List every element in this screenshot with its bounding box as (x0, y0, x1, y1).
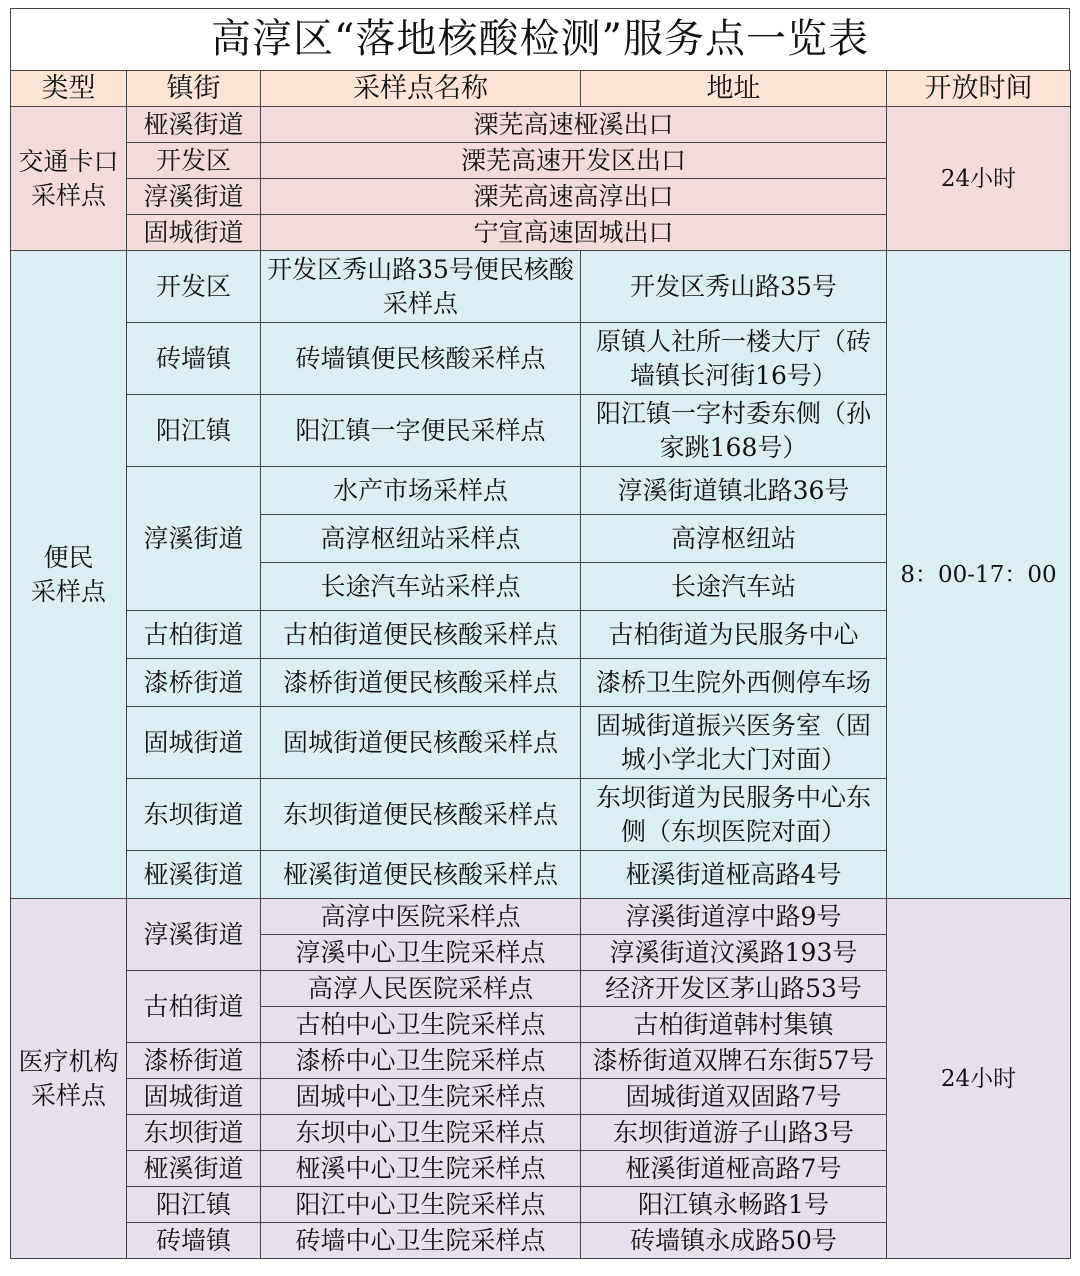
town-cell: 桠溪街道 (127, 1151, 261, 1187)
site-name-cell: 古柏街道便民核酸采样点 (261, 611, 581, 659)
address-cell: 淳溪街道镇北路36号 (581, 467, 887, 515)
site-name-cell: 高淳人民医院采样点 (261, 971, 581, 1007)
address-cell: 桠溪街道桠高路7号 (581, 1151, 887, 1187)
town-cell: 淳溪街道 (127, 467, 261, 611)
address-cell: 经济开发区茅山路53号 (581, 971, 887, 1007)
address-cell: 原镇人社所一楼大厅（砖墙镇长河街16号） (581, 323, 887, 395)
town-cell: 固城街道 (127, 215, 261, 251)
site-name-cell: 开发区秀山路35号便民核酸采样点 (261, 251, 581, 323)
site-name-cell: 砖墙镇便民核酸采样点 (261, 323, 581, 395)
header-address: 地址 (581, 71, 887, 107)
town-cell: 古柏街道 (127, 611, 261, 659)
open-time-cell: 24小时 (887, 107, 1071, 251)
site-name-cell: 阳江镇一字便民采样点 (261, 395, 581, 467)
town-cell: 砖墙镇 (127, 323, 261, 395)
town-cell: 阳江镇 (127, 395, 261, 467)
town-cell: 淳溪街道 (127, 899, 261, 971)
site-name-cell: 高淳中医院采样点 (261, 899, 581, 935)
address-cell: 高淳枢纽站 (581, 515, 887, 563)
header-type: 类型 (11, 71, 127, 107)
document (10, 8, 1070, 1259)
address-cell: 淳溪街道淳中路9号 (581, 899, 887, 935)
type-cell (11, 251, 127, 899)
site-name-cell: 桠溪中心卫生院采样点 (261, 1151, 581, 1187)
town-cell: 漆桥街道 (127, 659, 261, 707)
site-name-cell: 固城中心卫生院采样点 (261, 1079, 581, 1115)
address-cell: 古柏街道韩村集镇 (581, 1007, 887, 1043)
address-cell: 漆桥卫生院外西侧停车场 (581, 659, 887, 707)
header-site-name: 采样点名称 (261, 71, 581, 107)
site-name-cell: 砖墙中心卫生院采样点 (261, 1223, 581, 1259)
site-name-cell: 东坝中心卫生院采样点 (261, 1115, 581, 1151)
town-cell: 桠溪街道 (127, 851, 261, 899)
town-cell: 阳江镇 (127, 1187, 261, 1223)
address-cell: 淳溪街道汶溪路193号 (581, 935, 887, 971)
type-cell: 医疗机构采样点 (11, 899, 127, 1259)
town-cell: 漆桥街道 (127, 1043, 261, 1079)
town-cell: 固城街道 (127, 1079, 261, 1115)
address-cell: 阳江镇一字村委东侧（孙家跳168号） (581, 395, 887, 467)
address-cell: 古柏街道为民服务中心 (581, 611, 887, 659)
header-open-time: 开放时间 (887, 71, 1071, 107)
town-cell: 淳溪街道 (127, 179, 261, 215)
site-name-cell: 溧芜高速高淳出口 (261, 179, 887, 215)
open-time-cell: 8：00-17：00 (887, 251, 1071, 899)
address-cell: 砖墙镇永成路50号 (581, 1223, 887, 1259)
site-name-cell: 固城街道便民核酸采样点 (261, 707, 581, 779)
site-name-cell: 长途汽车站采样点 (261, 563, 581, 611)
header-row (11, 71, 1071, 107)
address-cell: 长途汽车站 (581, 563, 887, 611)
address-cell: 东坝街道游子山路3号 (581, 1115, 887, 1151)
type-cell: 交通卡口采样点 (11, 107, 127, 251)
town-cell: 东坝街道 (127, 1115, 261, 1151)
site-name-cell: 漆桥中心卫生院采样点 (261, 1043, 581, 1079)
town-cell: 固城街道 (127, 707, 261, 779)
address-cell: 阳江镇永畅路1号 (581, 1187, 887, 1223)
open-time-cell: 24小时 (887, 899, 1071, 1259)
town-cell: 桠溪街道 (127, 107, 261, 143)
site-name-cell: 漆桥街道便民核酸采样点 (261, 659, 581, 707)
site-name-cell: 溧芜高速开发区出口 (261, 143, 887, 179)
address-cell: 固城街道振兴医务室（固城小学北大门对面） (581, 707, 887, 779)
town-cell: 开发区 (127, 251, 261, 323)
address-cell: 桠溪街道桠高路4号 (581, 851, 887, 899)
site-name-cell: 桠溪街道便民核酸采样点 (261, 851, 581, 899)
town-cell: 东坝街道 (127, 779, 261, 851)
table-row (11, 107, 1071, 143)
address-cell: 开发区秀山路35号 (581, 251, 887, 323)
address-cell: 固城街道双固路7号 (581, 1079, 887, 1115)
type-line-1: 便民 (43, 542, 94, 572)
table-row (11, 251, 1071, 323)
town-cell: 开发区 (127, 143, 261, 179)
address-cell: 东坝街道为民服务中心东侧（东坝医院对面） (581, 779, 887, 851)
table-row (11, 899, 1071, 935)
town-cell: 古柏街道 (127, 971, 261, 1043)
page-title: 高淳区“落地核酸检测”服务点一览表 (10, 8, 1070, 70)
site-name-cell: 溧芜高速桠溪出口 (261, 107, 887, 143)
type-line-2: 采样点 (30, 576, 106, 606)
header-town: 镇街 (127, 71, 261, 107)
site-name-cell: 阳江中心卫生院采样点 (261, 1187, 581, 1223)
site-name-cell: 淳溪中心卫生院采样点 (261, 935, 581, 971)
address-cell: 漆桥街道双牌石东街57号 (581, 1043, 887, 1079)
site-name-cell: 高淳枢纽站采样点 (261, 515, 581, 563)
site-name-cell: 水产市场采样点 (261, 467, 581, 515)
site-name-cell: 东坝街道便民核酸采样点 (261, 779, 581, 851)
site-name-cell: 古柏中心卫生院采样点 (261, 1007, 581, 1043)
town-cell: 砖墙镇 (127, 1223, 261, 1259)
site-name-cell: 宁宣高速固城出口 (261, 215, 887, 251)
sampling-sites-table (10, 70, 1071, 1259)
